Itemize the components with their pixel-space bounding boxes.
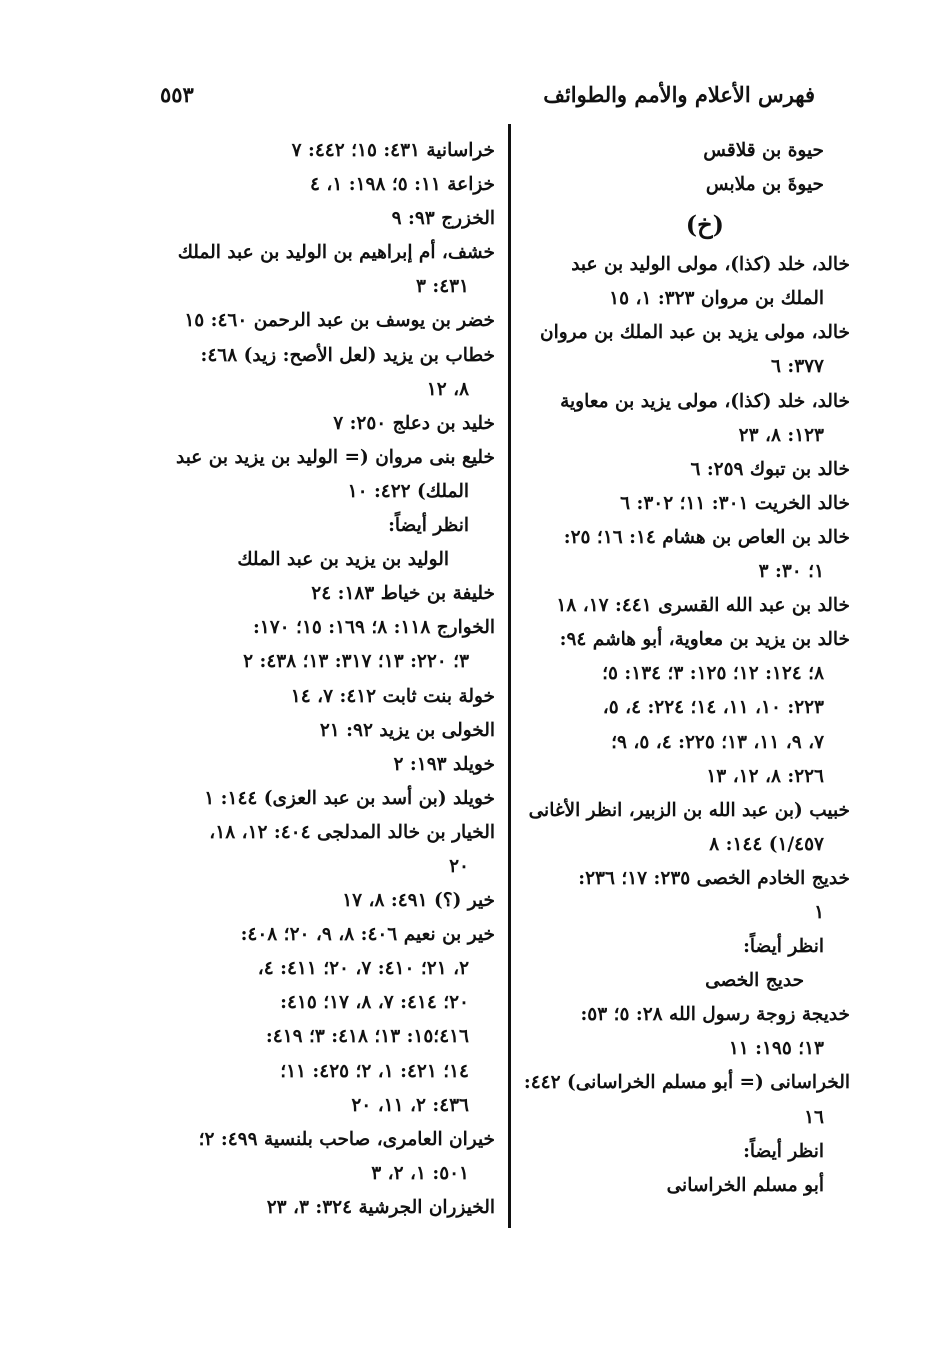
index-column-right — [520, 134, 850, 1203]
index-entry-line: خديجة زوجة رسول الله ٢٨: ٥؛ ٥٣: — [580, 1004, 850, 1026]
index-entry-line: خير (؟) ٤٩١: ٨، ١٧ — [342, 890, 495, 912]
index-entry-line: الملك) ٤٢٢: ١٠ — [347, 480, 469, 502]
index-entry-line: انظر أيضاً: — [388, 515, 469, 537]
section-letter-heading: (خ) — [685, 210, 724, 240]
index-entry-line: خويلد (بن أسد بن عبد العزى) ١٤٤: ١ — [204, 787, 495, 809]
index-entry-line: الخيار بن خالد المدلجى ٤٠٤: ١٢، ١٨، — [209, 821, 495, 843]
page-number: ٥٥٣ — [160, 82, 194, 107]
index-entry-line: خالد بن تبوك ٢٥٩: ٦ — [690, 458, 850, 480]
index-entry-line: ١ — [814, 901, 824, 923]
index-entry-line: خولة بنت ثابت ٤١٢: ٧، ١٤ — [290, 685, 495, 707]
index-entry-line: ٤١٦؛١٥: ١٣؛ ٤١٨: ٣؛ ٤١٩: — [265, 1026, 469, 1048]
index-entry-line: ٣٧٧: ٦ — [770, 356, 824, 378]
index-entry-line: ١؛ ٣٠: ٣ — [758, 561, 824, 583]
index-entry-line: ٧، ٩، ١١، ١٣؛ ٢٢٥: ٤، ٥، ٩؛ — [611, 731, 824, 753]
index-entry-line: ١٤؛ ٤٢١: ١، ٢؛ ٤٢٥: ١١؛ — [280, 1060, 469, 1082]
column-divider — [508, 124, 511, 1228]
page-header — [160, 82, 850, 122]
index-entry-line: خالد بن العاص بن هشام ١٤: ١٦؛ ٢٥: — [563, 526, 850, 548]
index-entry-line: ٨؛ ١٢٤: ١٢؛ ١٢٥: ٣؛ ١٣٤: ٥؛ — [602, 663, 824, 685]
index-entry-line: ١٢٣: ٨، ٢٣ — [738, 424, 824, 446]
index-entry-line: خالد، خلد (كذا)، مولى الوليد بن عبد — [571, 254, 850, 276]
index-entry-line: الخوارج ١١٨: ٨؛ ١٦٩: ١٥؛ ١٧٠: — [252, 617, 495, 639]
index-entry-line: الملك بن مروان ٣٢٣: ١، ١٥ — [609, 288, 824, 310]
index-entry-line: خير بن نعيم ٤٠٦: ٨، ٩، ٢٠؛ ٤٠٨: — [240, 924, 495, 946]
index-entry-line: ٤٣٦: ٢، ١١، ٢٠ — [351, 1094, 469, 1116]
index-entry-line: ١٣؛ ١٩٥: ١١ — [728, 1038, 824, 1060]
index-entry-line: الخراسانى (= أبو مسلم الخراسانى) ٤٤٢: — [523, 1072, 850, 1094]
index-entry-line: خالد بن يزيد بن معاوية، أبو هاشم ٩٤: — [559, 629, 850, 651]
index-entry-line: حيوةَ بن ملابس — [705, 174, 824, 196]
index-entry-line: خالد بن عبد الله القسرى ٤٤١: ١٧، ١٨ — [556, 595, 850, 617]
index-entry-line: خيران العامرى، صاحب بلنسية ٤٩٩: ٢؛ — [198, 1128, 495, 1150]
index-entry-line: انظر أيضاً: — [743, 936, 824, 958]
index-entry-line: خويلد ١٩٣: ٢ — [393, 753, 495, 775]
index-entry-line: خالد، مولى يزيد بن عبد الملك بن مروان — [540, 322, 850, 344]
index-entry-line: ٨، ١٢ — [426, 378, 469, 400]
index-entry-line: الوليد بن يزيد بن عبد الملك — [237, 549, 449, 571]
index-entry-line: خراسانية ٤٣١: ١٥؛ ٤٤٢: ٧ — [291, 140, 495, 161]
index-entry-line: ٣؛ ٢٢٠: ١٣؛ ٣١٧: ١٣؛ ٤٣٨: ٢ — [243, 651, 469, 673]
index-entry-line: خليد بن دعلج ٢٥٠: ٧ — [333, 412, 495, 434]
index-entry-line: خطاب بن يزيد (لعل الأصح: زيد) ٤٦٨: — [200, 344, 495, 366]
index-entry-line: ٤٣١: ٣ — [415, 276, 469, 298]
index-entry-line: ٢٢٣: ١٠، ١١، ١٤؛ ٢٢٤: ٤، ٥، — [602, 697, 824, 719]
index-entry-line: ٢، ٢١؛ ٤١٠: ٧، ٢٠؛ ٤١١: ٤، — [257, 958, 469, 980]
index-entry-line: ١/٤٥٧) ١٤٤: ٨ — [709, 833, 824, 855]
index-entry-line: انظر أيضاً: — [743, 1140, 824, 1162]
index-entry-line: حيوة بن قلاقس — [703, 140, 824, 161]
index-entry-line: خالد، خلد (كذا)، مولى يزيد بن معاوية — [560, 390, 850, 412]
index-entry-line: خبيب (بن عبد الله بن الزبير، انظر الأغانى — [528, 799, 850, 821]
index-entry-line: ٢٠؛ ٤١٤: ٧، ٨، ١٧؛ ٤١٥: — [280, 992, 469, 1014]
index-entry-line: أبو مسلم الخراسانى — [666, 1174, 824, 1196]
index-entry-line: الخولى بن يزيد ٩٢: ٢١ — [319, 719, 495, 741]
index-entry-line: ٢٠ — [449, 855, 469, 877]
index-entry-line: ١٦ — [804, 1106, 824, 1128]
index-entry-line: خضر بن يوسف بن عبد الرحمن ٤٦٠: ١٥ — [184, 310, 495, 332]
index-entry-line: الخيزران الجرشية ٣٢٤: ٣، ٢٣ — [266, 1196, 495, 1218]
index-entry-line: خليع بنى مروان (= الوليد بن يزيد بن عبد — [176, 446, 495, 468]
running-title: فهرس الأعلام والأمم والطوائف — [543, 82, 815, 107]
index-entry-line: ٥٠١: ١، ٢، ٣ — [371, 1162, 469, 1184]
index-entry-line: خديج الخادم الخصى ٢٣٥: ١٧؛ ٢٣٦: — [578, 867, 850, 889]
index-entry-line: خليفة بن خياط ١٨٣: ٢٤ — [311, 583, 495, 605]
index-entry-line: خالد الخريت ٣٠١: ١١؛ ٣٠٢: ٦ — [620, 492, 850, 514]
index-entry-line: خزاعة ١١: ٥؛ ١٩٨: ١، ٤ — [310, 174, 495, 196]
index-entry-line: خشف، أم إبراهيم بن الوليد بن عبد الملك — [177, 242, 495, 264]
index-column-left — [160, 134, 495, 1225]
index-entry-line: حديج الخصى — [705, 970, 804, 992]
index-entry-line: الخزرج ٩٣: ٩ — [391, 208, 495, 230]
index-entry-line: ٢٢٦: ٨، ١٢، ١٣ — [706, 765, 824, 787]
